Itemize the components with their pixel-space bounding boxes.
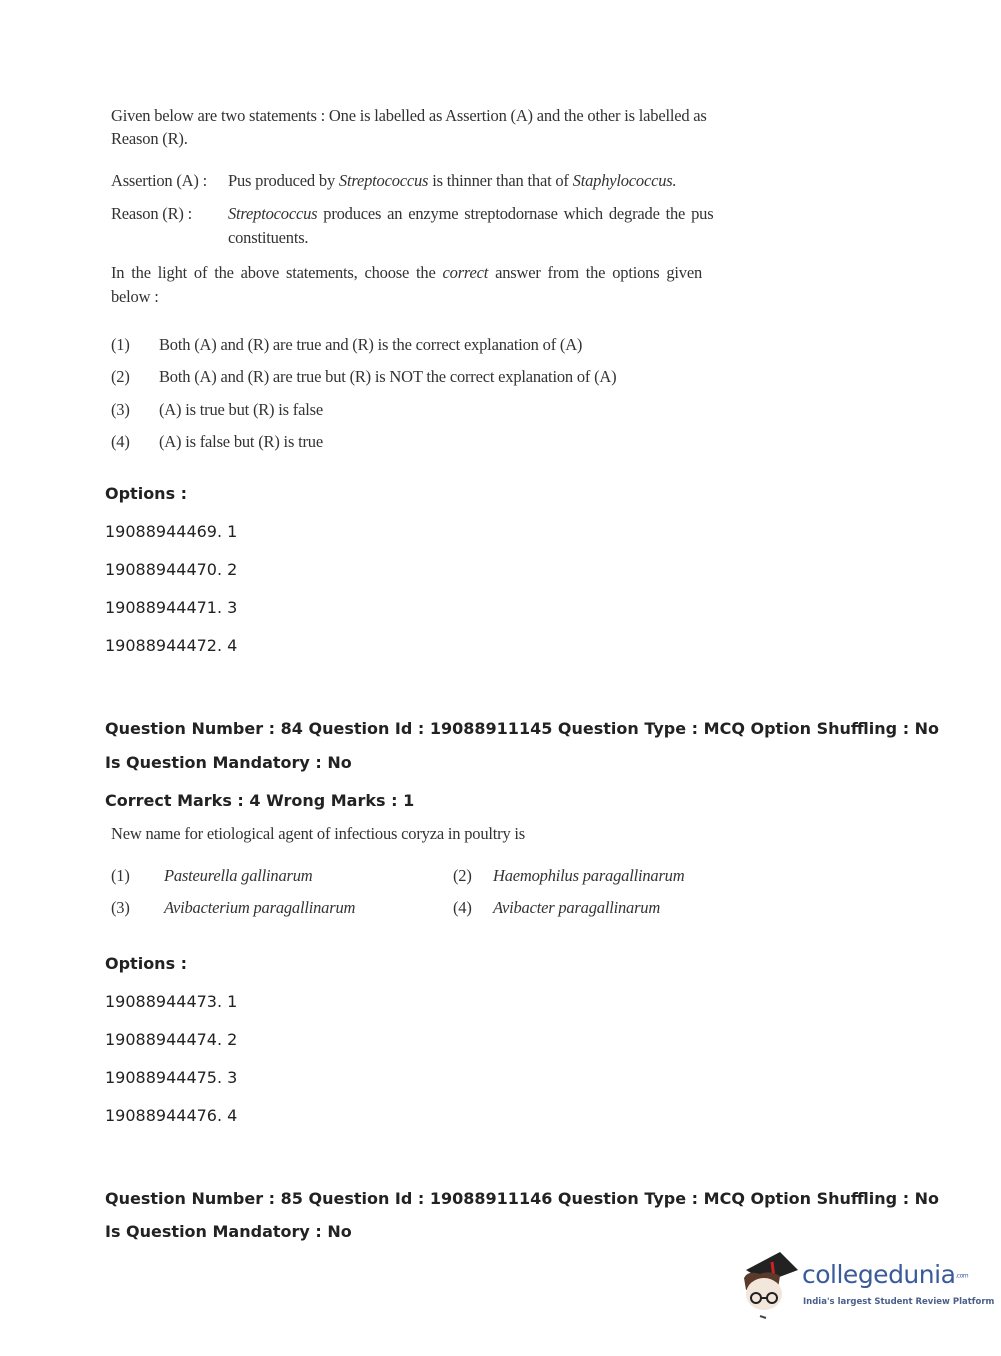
q85-mandatory: Is Question Mandatory : No <box>105 1222 352 1241</box>
q83-choice-text: (A) is true but (R) is false <box>159 400 323 419</box>
q83-choice-num: (4) <box>111 432 130 451</box>
q83-prompt-line2: below : <box>111 287 159 306</box>
q84-choice-num: (4) <box>453 898 472 917</box>
q84-options-label: Options : <box>105 954 188 973</box>
q84-question-text: New name for etiological agent of infectious coryza in poultry is <box>111 824 526 843</box>
q84-choice-text: Avibacterium paragallinarum <box>164 898 356 917</box>
q84-choice-num: (1) <box>111 866 130 885</box>
q83-choice-num: (1) <box>111 335 130 354</box>
reason-label: Reason (R) : <box>111 204 193 223</box>
q83-option: 19088944469. 1 <box>105 522 238 541</box>
q84-mandatory: Is Question Mandatory : No <box>105 753 352 772</box>
q84-marks: Correct Marks : 4 Wrong Marks : 1 <box>105 791 415 810</box>
reason-text-line2: constituents. <box>228 228 309 247</box>
q83-choice-text: (A) is false but (R) is true <box>159 432 323 451</box>
q84-option: 19088944476. 4 <box>105 1106 238 1125</box>
q84-choice-text: Haemophilus paragallinarum <box>493 866 685 885</box>
q83-option: 19088944471. 3 <box>105 598 238 617</box>
assertion-label: Assertion (A) : <box>111 171 207 190</box>
q83-choice-num: (2) <box>111 367 130 386</box>
q83-choice-text: Both (A) and (R) are true and (R) is the correct explanation of (A) <box>159 335 583 354</box>
q83-choice-num: (3) <box>111 400 130 419</box>
brand-tagline: India's largest Student Review Platform <box>803 1297 995 1307</box>
q83-choice-text: Both (A) and (R) are true but (R) is NOT the correct explanation of (A) <box>159 367 617 386</box>
q83-option: 19088944472. 4 <box>105 636 238 655</box>
q85-header: Question Number : 85 Question Id : 19088911146 Question Type : MCQ Option Shuffling : No <box>105 1189 940 1208</box>
q83-intro-line2: Reason (R). <box>111 129 188 148</box>
q84-choice-text: Pasteurella gallinarum <box>164 866 313 885</box>
q84-header: Question Number : 84 Question Id : 19088911145 Question Type : MCQ Option Shuffling : No <box>105 719 940 738</box>
mascot-icon <box>740 1248 802 1320</box>
q83-options-label: Options : <box>105 484 188 503</box>
q84-option: 19088944475. 3 <box>105 1068 238 1087</box>
assertion-text: Pus produced by Streptococcus is thinner than that of Staphylococcus. <box>228 171 677 190</box>
q83-option: 19088944470. 2 <box>105 560 238 579</box>
reason-text: Streptococcus produces an enzyme streptodornase which degrade the pus <box>228 204 714 223</box>
q84-choice-num: (3) <box>111 898 130 917</box>
collegedunia-logo <box>740 1248 995 1320</box>
q84-choice-num: (2) <box>453 866 472 885</box>
q83-prompt: In the light of the above statements, choose the correct answer from the options given <box>111 263 703 282</box>
brand-name: collegedunia.com <box>802 1260 969 1289</box>
q84-choice-text: Avibacter paragallinarum <box>493 898 661 917</box>
q84-option: 19088944473. 1 <box>105 992 238 1011</box>
q84-option: 19088944474. 2 <box>105 1030 238 1049</box>
q83-intro-line1: Given below are two statements : One is labelled as Assertion (A) and the other is labelled as <box>111 106 707 125</box>
